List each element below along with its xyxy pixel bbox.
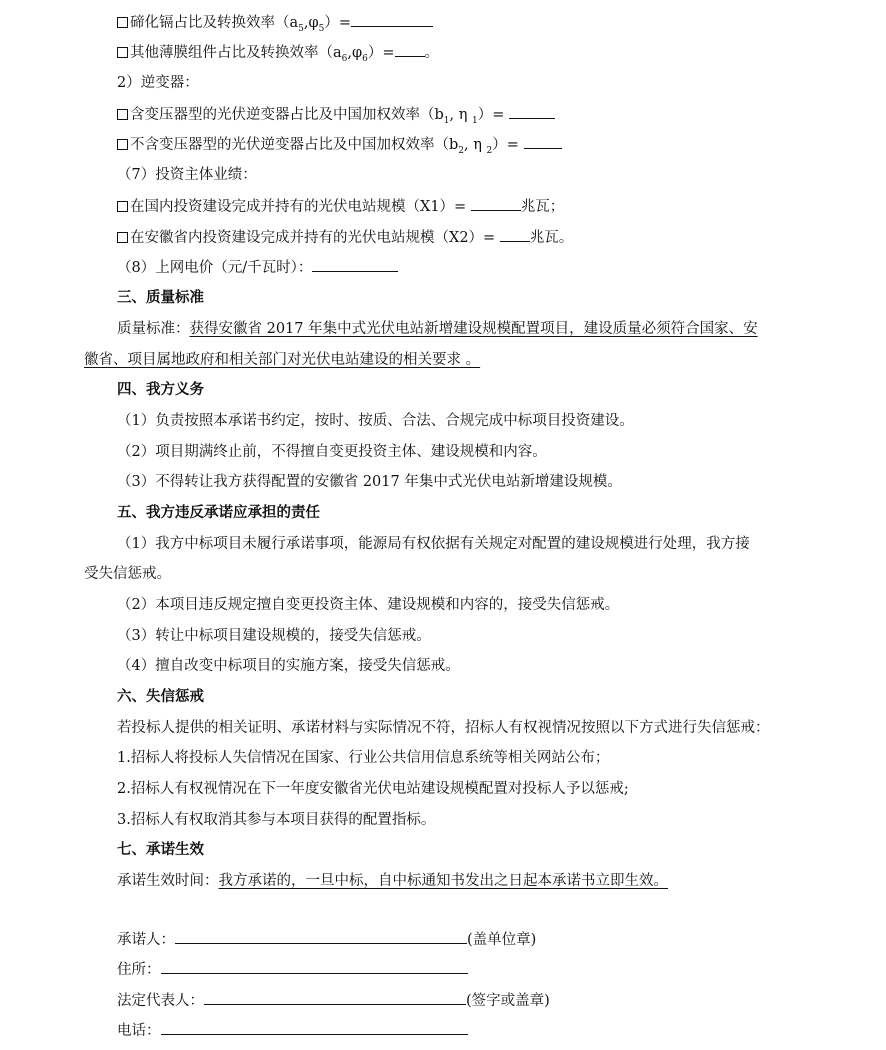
transformer-inverter-line: 含变压器型的光伏逆变器占比及中国加权效率（$b_1$, η $_1$）= bbox=[117, 104, 846, 125]
other-thin-film-line: 其他薄膜组件占比及转换效率$(a_6,\varphi_6)=$ 。 bbox=[117, 42, 846, 63]
obligation-2: （2）项目期满终止前，不得擅自变更投资主体、建设规模和内容。 bbox=[117, 444, 547, 460]
investor-performance-heading: （7）投资主体业绩： bbox=[117, 167, 257, 183]
fill-blank[interactable] bbox=[312, 257, 398, 272]
responsibility-1a: （1）我方中标项目未履行承诺事项，能源局有权依据有关规定对配置的建设规模进行处理，我方接 bbox=[117, 536, 750, 552]
signature-legal-rep: 法定代表人： (签字或盖章) bbox=[117, 990, 846, 1011]
responsibility-2: （2）本项目违反规定擅自变更投资主体、建设规模和内容的，接受失信惩戒。 bbox=[117, 597, 620, 613]
fill-blank[interactable] bbox=[524, 134, 562, 149]
obligation-3: （3）不得转让我方获得配置的安徽省 2017 年集中式光伏电站新增建设规模。 bbox=[117, 474, 622, 490]
fill-blank[interactable] bbox=[500, 227, 530, 242]
checkbox[interactable] bbox=[117, 139, 128, 150]
section-3-heading: 三、质量标准 bbox=[117, 289, 204, 306]
signature-promisor: 承诺人： (盖单位章) bbox=[117, 929, 846, 950]
legal-representative-field[interactable] bbox=[204, 990, 466, 1005]
signature-address: 住所： bbox=[117, 959, 846, 980]
quality-standard-line-1: 质量标准：获得安徽省 2017 年集中式光伏电站新增建设规模配置项目，建设质量必须符合国家、安 bbox=[117, 321, 758, 337]
effective-time-line: 承诺生效时间：我方承诺的，一旦中标，自中标通知书发出之日起本承诺书立即生效。 bbox=[117, 873, 668, 889]
anhui-scale-line: 在安徽省内投资建设完成并持有的光伏电站规模（X2）= 兆瓦。 bbox=[117, 227, 846, 248]
section-5-heading: 五、我方违反承诺应承担的责任 bbox=[117, 504, 320, 521]
penalty-3: 3.招标人有权取消其参与本项目获得的配置指标。 bbox=[117, 812, 436, 828]
fill-blank[interactable] bbox=[351, 12, 433, 27]
checkbox[interactable] bbox=[117, 201, 128, 212]
grid-price-line: （8）上网电价（元/千瓦时）： bbox=[117, 257, 846, 278]
inverter-heading: 2）逆变器： bbox=[117, 75, 199, 91]
checkbox[interactable] bbox=[117, 232, 128, 243]
address-field[interactable] bbox=[161, 959, 468, 974]
domestic-scale-line: 在国内投资建设完成并持有的光伏电站规模（X1）= 兆瓦； bbox=[117, 196, 846, 217]
penalty-intro: 若投标人提供的相关证明、承诺材料与实际情况不符，招标人有权视情况按照以下方式进行失信惩戒： bbox=[117, 720, 770, 736]
penalty-2: 2.招标人有权视情况在下一年度安徽省光伏电站建设规模配置对投标人予以惩戒; bbox=[117, 781, 629, 797]
responsibility-3: （3）转让中标项目建设规模的，接受失信惩戒。 bbox=[117, 628, 431, 644]
quality-standard-line-2: 徽省、项目属地政府和相关部门对光伏电站建设的相关要求 。 bbox=[84, 352, 481, 368]
responsibility-1b: 受失信惩戒。 bbox=[84, 566, 171, 582]
checkbox[interactable] bbox=[117, 47, 128, 58]
penalty-1: 1.招标人将投标人失信情况在国家、行业公共信用信息系统等相关网站公布； bbox=[117, 750, 610, 766]
phone-field[interactable] bbox=[161, 1020, 468, 1035]
checkbox[interactable] bbox=[117, 17, 128, 28]
transformerless-inverter-line: 不含变压器型的光伏逆变器占比及中国加权效率（$b_2$, η $_2$）= bbox=[117, 134, 846, 155]
promisor-field[interactable] bbox=[175, 929, 467, 944]
fill-blank[interactable] bbox=[509, 104, 555, 119]
obligation-1: （1）负责按照本承诺书约定，按时、按质、合法、合规完成中标项目投资建设。 bbox=[117, 413, 634, 429]
section-4-heading: 四、我方义务 bbox=[117, 381, 204, 398]
cadmium-telluride-line: 碲化镉占比及转换效率$(a_5,\varphi_5)=$ bbox=[117, 12, 846, 33]
checkbox[interactable] bbox=[117, 109, 128, 120]
section-6-heading: 六、失信惩戒 bbox=[117, 688, 204, 705]
fill-blank[interactable] bbox=[471, 196, 521, 211]
responsibility-4: （4）擅自改变中标项目的实施方案，接受失信惩戒。 bbox=[117, 658, 460, 674]
section-7-heading: 七、承诺生效 bbox=[117, 841, 204, 858]
fill-blank[interactable] bbox=[395, 42, 425, 57]
signature-phone: 电话： bbox=[117, 1020, 846, 1041]
